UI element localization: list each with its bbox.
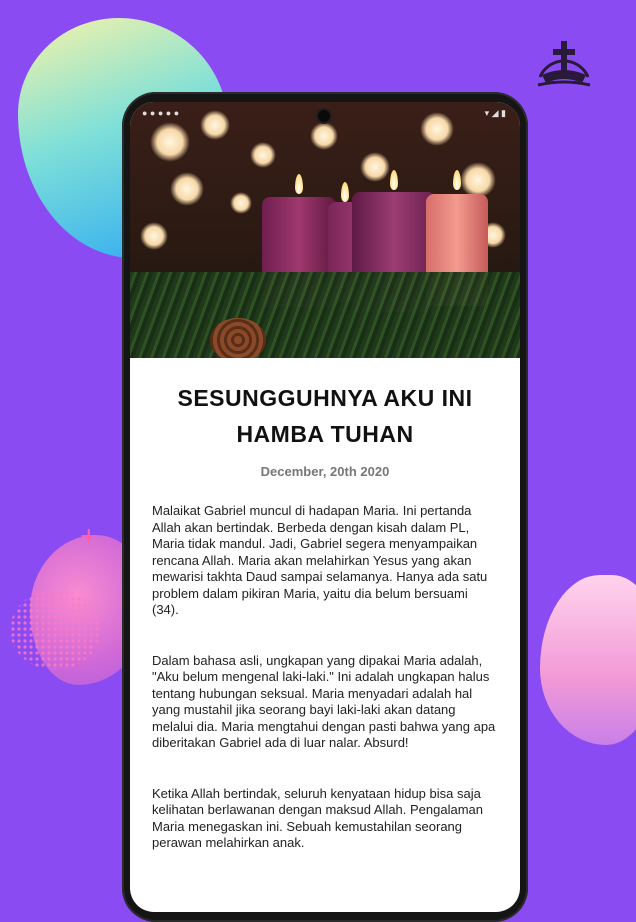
system-status-icons: ▾ ◢ ▮ — [484, 108, 506, 118]
article-paragraph-2: Dalam bahasa asli, ungkapan yang dipakai Maria adalah, "Aku belum mengenal laki-laki." Ini adalah ungkapan halus tentang hubungan seksual. Maria menyadari adalah hal yang mustahil jika seorang bayi laki-laki akan datang melalui dia. Maria mengtahui dengan pasti bahwa yang apa diberitakan Gabriel ada di luar nalar. Absurd! — [152, 652, 496, 750]
front-camera — [318, 110, 330, 122]
pinecone — [210, 318, 266, 358]
church-cross-logo-icon — [532, 35, 596, 95]
phone-screen — [130, 102, 520, 912]
pine-greenery — [130, 272, 520, 358]
background-dot-pattern — [10, 590, 100, 670]
article-paragraph-1: Malaikat Gabriel muncul di hadapan Maria. Ini pertanda Allah akan bertindak. Berbeda dengan kisah dalam PL, Maria tidak mandul. Jadi, Gabriel segera menyampaikan rencana Allah. Maria akan melahirkan Yesus yang akan mewarisi takhta Daud sampai selamanya. Hanya ada satu problem dalam pikiran Maria, yaitu dia belum bersuami (34). — [152, 503, 488, 617]
article-paragraph-3: Ketika Allah bertindak, seluruh kenyataan hidup bisa saja kelihatan berlawanan dengan maksud Allah. Pengalaman Maria menegaskan ini. Sebuah kemustahilan seorang perawan melahirkan anak. — [152, 785, 484, 850]
plus-decoration-icon: + — [80, 520, 98, 553]
background-blob-right — [540, 575, 636, 745]
article-content — [130, 358, 520, 852]
notification-icons: ● ● ● ● ● — [142, 108, 180, 118]
phone-mockup — [122, 92, 528, 922]
status-bar — [130, 102, 520, 126]
article-title: SESUNGGUHNYA AKU INI HAMBA TUHAN — [177, 385, 473, 447]
advent-candles-image — [130, 102, 520, 358]
article-date: December, 20th 2020 — [260, 464, 390, 479]
